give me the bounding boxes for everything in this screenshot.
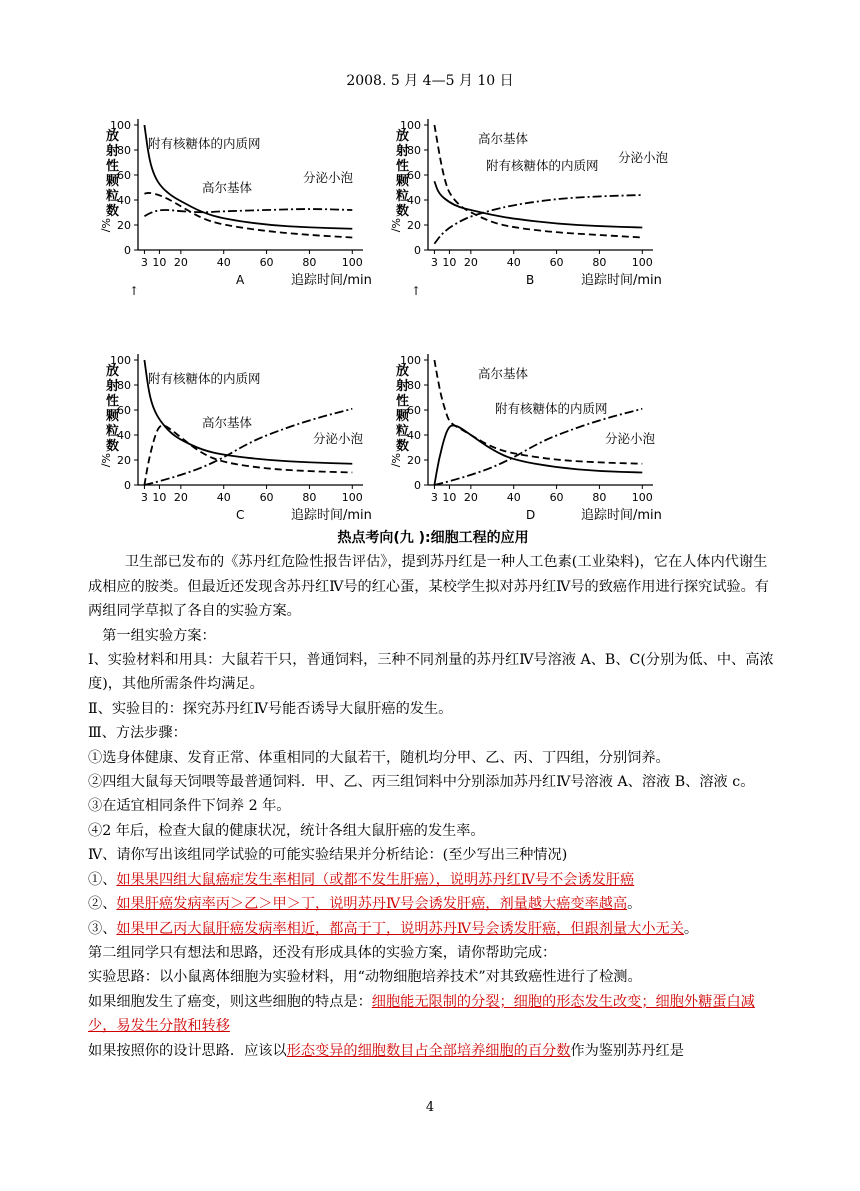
result-1: [88, 868, 778, 892]
y-axis-label-char: 性: [396, 394, 410, 409]
y-axis-label-char: 性: [106, 159, 120, 174]
y-axis-label-char: 性: [396, 159, 410, 174]
x-tick-label: 40: [216, 256, 231, 269]
arrow-mark-right: ↑: [411, 284, 422, 298]
article-body: [88, 526, 778, 1063]
y-tick-label: 60: [407, 404, 421, 417]
paragraph-step3: ③在适宜相同条件下饲养 2 年。: [88, 798, 291, 815]
result-3-answer: 如果甲乙丙大鼠肝癌发病率相近，都高于丁，说明苏丹Ⅳ号会诱发肝癌，但跟剂量大小无关: [116, 920, 684, 937]
x-tick-label: 10: [152, 491, 167, 504]
x-tick-label: 10: [442, 491, 457, 504]
criterion-prefix: 如果按照你的设计思路．应该以: [88, 1042, 287, 1059]
x-tick-label: 100: [341, 491, 363, 504]
series-label: 附有核糖体的内质网: [486, 158, 599, 173]
x-tick-label: 3: [140, 491, 148, 504]
y-tick-label: 40: [407, 429, 421, 442]
y-axis-label-char: 数: [396, 204, 410, 219]
y-axis-label-char: 数: [106, 204, 120, 219]
x-tick-label: 80: [592, 491, 607, 504]
result-1-prefix: ①、: [88, 871, 117, 888]
criterion-answer: 形态变异的细胞数目占全部培养细胞的百分数: [286, 1042, 571, 1059]
x-tick-label: 60: [549, 256, 564, 269]
y-axis-unit: %/: [99, 453, 112, 468]
y-axis-label-char: 放: [106, 129, 120, 144]
y-tick-label: 80: [117, 144, 131, 157]
panel-letter: A: [236, 273, 245, 287]
x-tick-label: 60: [259, 491, 274, 504]
series-line: [434, 181, 642, 227]
y-axis-label-char: 放: [106, 364, 120, 379]
y-tick-label: 0: [124, 244, 131, 257]
series-label: 高尔基体: [478, 366, 529, 381]
paragraph-results-question: Ⅳ、请你写出该组同学试验的可能实验结果并分析结论：(至少写出三种情况): [88, 847, 568, 864]
x-tick-label: 100: [631, 491, 653, 504]
y-axis-label-char: 射: [106, 144, 120, 159]
y-axis-label-char: 放: [396, 364, 410, 379]
y-axis-label-char: 数: [106, 439, 120, 454]
x-axis-label: 追踪时间/min: [581, 273, 662, 288]
x-axis-label: 追踪时间/min: [291, 273, 372, 288]
series-label: 附有核糖体的内质网: [148, 371, 261, 386]
y-tick-label: 100: [110, 354, 131, 367]
result-2-answer: 如果肝癌发病率丙＞乙＞甲＞丁，说明苏丹Ⅳ号会诱发肝癌，剂量越大癌变率越高: [116, 896, 628, 913]
series-label: 附有核糖体的内质网: [148, 136, 261, 151]
result-3: [88, 917, 778, 941]
series-line: [144, 193, 352, 238]
y-tick-label: 40: [407, 194, 421, 207]
y-tick-label: 80: [117, 379, 131, 392]
y-tick-label: 60: [407, 169, 421, 182]
y-tick-label: 20: [117, 219, 131, 232]
x-tick-label: 80: [302, 491, 317, 504]
y-axis-label-char: 性: [106, 394, 120, 409]
series-label: 高尔基体: [202, 415, 253, 430]
x-tick-label: 60: [259, 256, 274, 269]
x-tick-label: 40: [506, 256, 521, 269]
cancer-features-prefix: 如果细胞发生了癌变，则这些细胞的特点是：: [88, 993, 372, 1010]
y-axis-label-char: 颗: [106, 409, 120, 424]
y-tick-label: 0: [414, 479, 421, 492]
section-title: 热点考向(九 ):细胞工程的应用: [337, 530, 529, 546]
series-label: 分泌小泡: [605, 431, 656, 446]
y-tick-label: 20: [407, 219, 421, 232]
series-line: [144, 209, 352, 216]
series-label: 高尔基体: [202, 180, 253, 195]
result-3-suffix: 。: [683, 920, 699, 937]
y-axis-unit: %/: [389, 218, 402, 233]
chart-panel-d: [390, 345, 690, 539]
x-tick-label: 40: [216, 491, 231, 504]
x-tick-label: 60: [549, 491, 564, 504]
series-label: 高尔基体: [478, 131, 529, 146]
y-tick-label: 20: [117, 454, 131, 467]
y-tick-label: 0: [414, 244, 421, 257]
y-tick-label: 100: [400, 354, 421, 367]
chart-panel-c: [100, 345, 400, 539]
y-axis-label-char: 颗: [396, 174, 410, 189]
paragraph-intro: 卫生部已发布的《苏丹红危险性报告评估》，提到苏丹红是一种人工色素(工业染料)，它在人体内代谢生成相应的胺类。但最近还发现含苏丹红Ⅳ号的红心蛋，某校学生拟对苏丹红Ⅳ号的致癌作用进行探究试验。有两组同学草拟了各自的实验方案。: [88, 554, 769, 620]
paragraph-step2: ②四组大鼠每天饲喂等最普通饲料．甲、乙、丙三组饲料中分别添加苏丹红Ⅳ号溶液 A、溶液 B、溶液 c。: [88, 774, 755, 791]
y-tick-label: 100: [110, 119, 131, 132]
chart-panel-b: [390, 110, 690, 304]
series-label: 分泌小泡: [313, 431, 364, 446]
paragraph-purpose: Ⅱ、实验目的：探究苏丹红Ⅳ号能否诱导大鼠肝癌的发生。: [88, 700, 453, 717]
paragraph-cancer-features: [88, 990, 778, 1039]
x-tick-label: 10: [442, 256, 457, 269]
paragraph-criterion: [88, 1039, 778, 1063]
x-tick-label: 20: [463, 256, 478, 269]
y-tick-label: 60: [117, 169, 131, 182]
y-tick-label: 80: [407, 379, 421, 392]
y-axis-label-char: 颗: [106, 174, 120, 189]
x-tick-label: 10: [152, 256, 167, 269]
result-2: [88, 892, 778, 916]
x-tick-label: 20: [173, 256, 188, 269]
y-axis-label-char: 粒: [106, 189, 120, 204]
result-2-prefix: ②、: [88, 896, 117, 913]
y-axis-unit: %/: [389, 453, 402, 468]
y-axis-unit: %/: [99, 218, 112, 233]
panel-letter: C: [236, 508, 245, 522]
x-tick-label: 100: [341, 256, 363, 269]
y-tick-label: 80: [407, 144, 421, 157]
y-tick-label: 20: [407, 454, 421, 467]
paragraph-step1: ①选身体健康、发育正常、体重相同的大鼠若干，随机均分甲、乙、丙、丁四组，分别饲养。: [88, 749, 670, 766]
x-axis-label: 追踪时间/min: [581, 508, 662, 523]
y-axis-label-char: 颗: [396, 409, 410, 424]
x-tick-label: 80: [302, 256, 317, 269]
x-tick-label: 3: [430, 256, 438, 269]
y-tick-label: 0: [124, 479, 131, 492]
result-2-suffix: 。: [627, 896, 642, 913]
x-tick-label: 80: [592, 256, 607, 269]
y-axis-label-char: 粒: [396, 189, 410, 204]
y-axis-label-char: 粒: [106, 424, 120, 439]
result-1-answer: 如果果四组大鼠癌症发生率相同（或都不发生肝癌），说明苏丹红Ⅳ号不会诱发肝癌: [116, 871, 635, 888]
y-tick-label: 40: [117, 194, 131, 207]
criterion-suffix: 作为鉴别苏丹红是: [570, 1042, 684, 1059]
x-tick-label: 100: [631, 256, 653, 269]
x-tick-label: 20: [173, 491, 188, 504]
series-label: 分泌小泡: [618, 150, 669, 165]
paragraph-materials: I、实验材料和用具：大鼠若干只，普通饲料，三种不同剂量的苏丹红Ⅳ号溶液 A、B、C(分别为低、中、高浓度)，其他所需条件均满足。: [88, 652, 774, 693]
x-axis-label: 追踪时间/min: [291, 508, 372, 523]
x-tick-label: 20: [463, 491, 478, 504]
x-tick-label: 40: [506, 491, 521, 504]
cancer-features-answer: 细胞能无限制的分裂；细胞的形态发生改变；细胞外糖蛋白减少，易发生分散和转移: [88, 993, 755, 1035]
y-axis-label-char: 放: [396, 129, 410, 144]
y-tick-label: 40: [117, 429, 131, 442]
paragraph-group2: 第二组同学只有想法和思路，还没有形成具体的实验方案，请你帮助完成：: [88, 944, 557, 961]
panel-letter: B: [526, 273, 535, 287]
result-3-prefix: ③、: [88, 920, 117, 937]
paragraph-group1: 第一组实验方案：: [102, 627, 216, 644]
y-tick-label: 60: [117, 404, 131, 417]
arrow-mark-left: ↑: [129, 284, 140, 298]
y-axis-label-char: 粒: [396, 424, 410, 439]
series-line: [434, 125, 642, 238]
page-number: 4: [425, 1100, 435, 1115]
x-tick-label: 3: [140, 256, 148, 269]
paragraph-method-heading: Ⅲ、方法步骤：: [88, 725, 187, 742]
paragraph-idea: 实验思路：以小鼠离体细胞为实验材料，用“动物细胞培养技术”对其致癌性进行了检测。: [88, 969, 642, 986]
y-tick-label: 100: [400, 119, 421, 132]
series-line: [434, 409, 642, 485]
series-label: 分泌小泡: [303, 170, 354, 185]
y-axis-label-char: 数: [396, 439, 410, 454]
series-label: 附有核糖体的内质网: [495, 401, 608, 416]
y-axis-label-char: 射: [396, 144, 410, 159]
paragraph-step4: ④2 年后，检查大鼠的健康状况，统计各组大鼠肝癌的发生率。: [88, 822, 485, 839]
y-axis-label-char: 射: [396, 379, 410, 394]
header-date: 2008. 5 月 4—5 月 10 日: [346, 73, 514, 89]
chart-panel-a: [100, 110, 400, 304]
y-axis-label-char: 射: [106, 379, 120, 394]
x-tick-label: 3: [430, 491, 438, 504]
panel-letter: D: [526, 508, 536, 522]
